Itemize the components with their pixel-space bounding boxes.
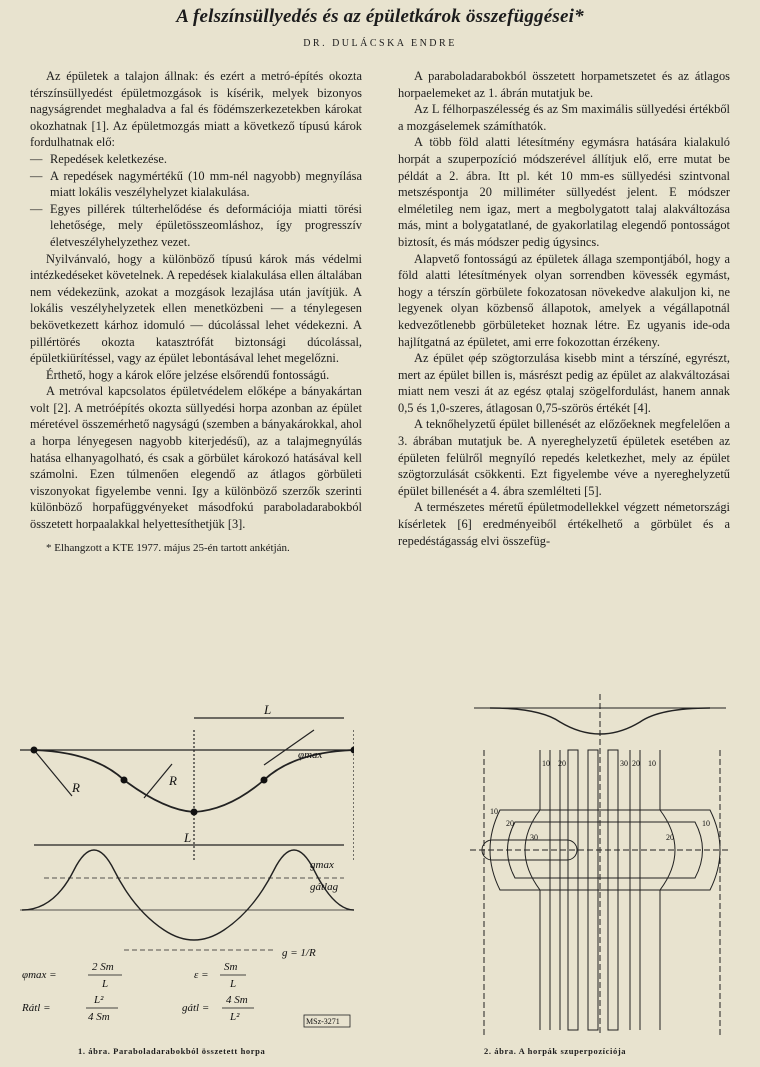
curvature-curve xyxy=(22,850,354,940)
paragraph: A metróval kapcsolatos épületvédelem előképe a bányakártan volt [2]. A metróépítés okozta süllyedési horpa azonban az épület méretével összemérhető nagyságú (szemben a bányakárokkal, ahol a horpa lényegesen nagyobb kiterjedésű), az a talajmegnyúlás hatása elhanyagolható, és csak a görbület károkozó hatásával kell számolni. Ezen túlmenően elegendő az átlagos görbületi viszonyokat figyelembe venni. Igy a különböző szerzők szerinti különböző horpafüggvényeket másodfokú paraboladarabokból összetett horpaalakkal helyettesíthetjük [3]. xyxy=(30,384,362,532)
paragraph: A több föld alatti létesítmény egymásra hatására kialakuló horpát a szuperpozíció módszerével állítjuk elő, erre mutat be példát a 2. ábra. Itt pl. két 10 mm-es süllyedési szintvonal metszéspontja 20 milliméter süllyedést jelent. E módszer elméletileg nem igaz, mert a megbolygatott talaj alakváltozása más, mint a bolygatatlané, de gyakorlatilag elegendő pontosságot biztosít, és más módszer pedig úgysincs. xyxy=(398,135,730,249)
formula-g-den: L² xyxy=(230,1011,240,1023)
node-point xyxy=(121,777,128,784)
figure-2-caption: 2. ábra. A horpák szuperpozíciója xyxy=(484,1046,627,1056)
damage-list xyxy=(30,151,362,251)
contour-label: 20 xyxy=(632,759,640,768)
paragraph: Az L félhorpaszélesség és az Sm maximális süllyedési értékből a mozgáselemek számíthatók. xyxy=(398,102,730,133)
label-phi-max: φmax xyxy=(298,749,323,761)
label-g-atlag: gátlag xyxy=(310,881,339,893)
node-point xyxy=(261,777,268,784)
paragraph: Érthető, hogy a károk előre jelzése elsőrendű fontosságú. xyxy=(46,367,330,382)
radius-arrow xyxy=(34,750,72,796)
formula-r-num: L² xyxy=(94,994,104,1006)
label-r-mid: R xyxy=(169,773,177,788)
figure-1-diagram xyxy=(14,700,354,1030)
node-point xyxy=(31,747,38,754)
formula-eps-den: L xyxy=(230,978,237,990)
node-point xyxy=(351,747,355,754)
formula-g-lhs: gátl = xyxy=(182,1002,210,1014)
formula-eps-num: Sm xyxy=(224,961,238,973)
label-g-eq: g = 1/R xyxy=(282,947,316,959)
contour-label: 30 xyxy=(620,759,628,768)
footnote: * Elhangzott a KTE 1977. május 25-én tartott ankétján. xyxy=(46,541,290,554)
formula-phi-lhs: φmax = xyxy=(22,969,57,981)
contour-label: 10 xyxy=(648,759,656,768)
node-point xyxy=(191,809,198,816)
contour-label: 30 xyxy=(530,833,538,842)
right-column xyxy=(398,68,730,549)
formula-r-lhs: Rátl = xyxy=(22,1002,51,1014)
paragraph: A paraboladarabokból összetett horpametszetet és az átlagos horpaelemeket az 1. ábrán mutatjuk be. xyxy=(398,69,730,100)
list-item: — Egyes pillérek túlterhelődése és deformációja miatti törési lehetősége, mely épületösszeomláshoz, így progresszív életveszélyhelyzethez vezet. xyxy=(30,201,362,251)
contour-label: 20 xyxy=(506,819,514,828)
contour-label: 10 xyxy=(490,807,498,816)
paragraph: Alapvető fontosságú az épületek állaga szempontjából, hogy a föld alatti létesítmények olyan sorrendben kövessék egymást, hogy a térszín görbülete fokozatosan növekedve alakuljon ki, ne legyenek olyan közbenső állapotok, amelyek a végállapotnál kedvezőtlenebb görbületeket hoznak létre. Ez ugyanis ide-oda hajlítgatná az épületet, ami erre fokozottan érzékeny. xyxy=(398,251,730,349)
formula-phi-den: L xyxy=(102,978,109,990)
formula-r-den: 4 Sm xyxy=(88,1011,110,1023)
stamp-text: MSz-3271 xyxy=(306,1017,340,1026)
paragraph: Nyilvánvaló, hogy a különböző típusú károk más védelmi intézkedéseket követelnek. A repedések kialakulása ellen általában nem védekezünk, azokat a mozgások lezajlása után javítjük. A lokális veszélyhelyzetek ellen menetközbeni — a ténylegesen bekövetkezett kárhoz idomuló — dúcolással lehet védekezni. A pillértörés okozta katasztrófát biztonsági dúcolással, épületkiürítéssel, vagy az épület lebontásával lehet megelőzni. xyxy=(30,251,362,366)
formula-phi-num: 2 Sm xyxy=(92,961,114,973)
contour-label: 20 xyxy=(558,759,566,768)
label-g-max: gmax xyxy=(310,859,334,871)
paragraph: A természetes méretű épületmodellekkel végzett németországi kísérletek [6] eredményeiből értékelhető a görbület és a repedéstágasság elvi összefüg- xyxy=(398,500,730,548)
figure-1-caption: 1. ábra. Paraboladarabokból összetett horpa xyxy=(78,1046,266,1056)
figure-2-diagram xyxy=(470,690,730,1035)
left-column xyxy=(30,68,362,555)
contour-label: 10 xyxy=(702,819,710,828)
paragraph: Az épületek a talajon állnak: és ezért a metró-építés okozta térszínsüllyedést épületmozgások is kísérik, melyek bizonyos nagyságrendet meghaladva a fal és födémszerkezetekben károkat okozhatnak [1]. Az épületmozgás miatt a következő típusú károk fordulhatnak elő: xyxy=(30,69,362,150)
list-item: — A repedések nagymértékű (10 mm-nél nagyobb) megnyílása miatt lokális veszélyhelyzet kialakulása. xyxy=(30,168,362,201)
page-title: A felszínsüllyedés és az épületkárok összefüggései* xyxy=(176,6,584,27)
paragraph: A teknőhelyzetű épület billenését az előzőeknek megfelelően a 3. ábrában mutatjuk be. A nyereghelyzetű épületek esetében az épületen felülről megnyíló repedés keletkezhet, mely az épület szögtorzulását csökkenti. Ezt figyelembe véve a nyereghelyzetű épület billenését a 4. ábra szemlélteti [5]. xyxy=(398,417,730,498)
contour-label: 20 xyxy=(666,833,674,842)
label-l-top: L xyxy=(264,702,272,717)
list-item: — Repedések keletkezése. xyxy=(30,151,362,168)
paragraph: Az épület φép szögtorzulása kisebb mint a térszíné, egyrészt, mert az épület billen is, másrészt pedig az épület az alakváltozásai miatt nem veszi át az egész φtalaj szögelfordulást, hanem annak 0,5 és 1,0-szeres, átlagosan 0,75-szörös értékét [4]. xyxy=(398,351,730,415)
formula-eps-lhs: ε = xyxy=(194,969,209,981)
contour-label: 10 xyxy=(542,759,550,768)
label-l-bottom: L xyxy=(184,830,192,845)
formula-g-num: 4 Sm xyxy=(226,994,248,1006)
author-line: DR. DULÁCSKA ENDRE xyxy=(303,38,457,49)
label-r-left: R xyxy=(72,780,80,795)
